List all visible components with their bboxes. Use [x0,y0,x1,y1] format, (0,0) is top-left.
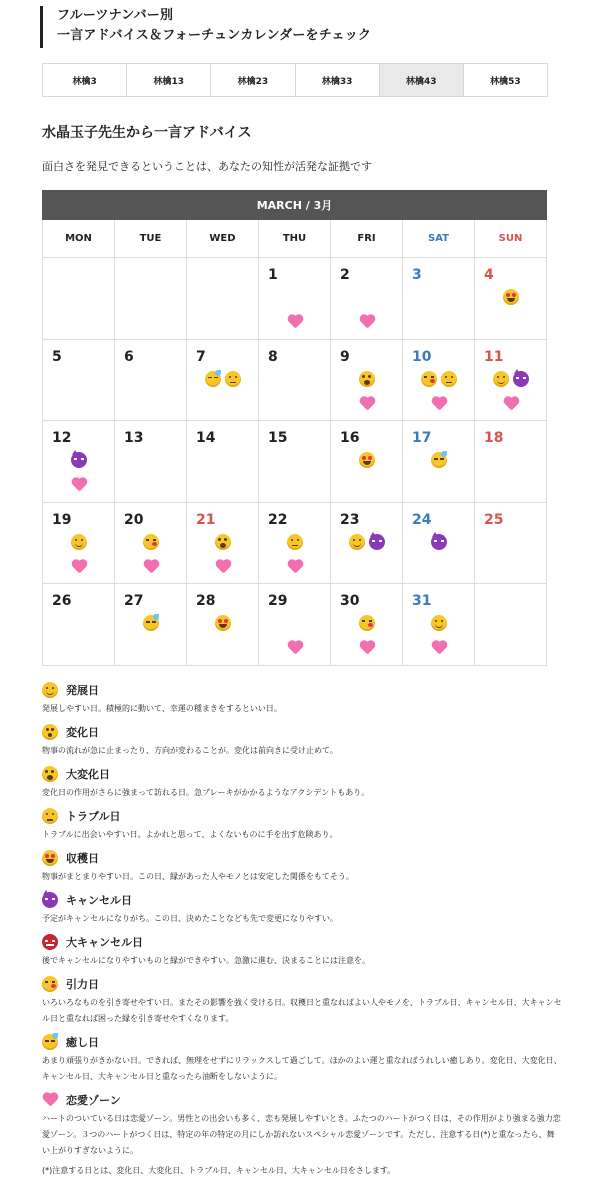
day-number: 12 [52,430,72,447]
weekday-mon: MON [43,220,115,258]
day-number: 26 [52,593,72,610]
heart-icon [359,315,375,329]
legend-item-title-row [42,848,562,868]
day-number: 30 [340,593,360,610]
weekday-thu: THU [259,220,331,258]
calendar-day-cell [115,584,187,666]
heart-icon [431,641,447,655]
calendar-day-cell [475,503,547,585]
heart-icon [287,560,303,574]
day-number: 20 [124,511,144,528]
legend-description: 変化日の作用がさらに強まって訪れる日。急ブレーキがかかるようなアクシデントもあり。 [42,788,370,797]
smile-icon [349,534,365,550]
trouble-icon [287,534,303,550]
day-number: 25 [484,511,504,528]
calendar-day-cell [115,503,187,585]
heart-icon [143,560,159,574]
legend-item [42,974,562,1027]
cancel-icon [513,371,529,387]
day-number: 22 [268,511,288,528]
day-number: 28 [196,593,216,610]
big-change-icon [215,534,231,550]
calendar-day-cell [331,584,403,666]
day-number: 18 [484,430,504,447]
legend-item [42,722,562,759]
heart-icon [503,397,519,411]
trouble-icon [441,371,457,387]
legend-title: 収穫日 [66,852,99,865]
smile-icon [71,534,87,550]
weekday-sat: SAT [403,220,475,258]
day-number: 23 [340,511,360,528]
tab-ringo-53[interactable]: 林檎53 [490,76,521,87]
cancel-icon [431,534,447,550]
big-cancel-icon [42,934,58,950]
calendar-day-cell [43,340,115,422]
legend-description: 発展しやすい日。積極的に動いて、幸運の種まきをするといい日。 [42,704,282,713]
weekday-tue: TUE [115,220,187,258]
calendar-day-cell [403,503,475,585]
legend-title: 癒し日 [66,1036,99,1049]
caution-note: (*)注意する日とは、変化日、大変化日、トラブル日、キャンセル日、大キャンセル日をさします。 [42,1166,396,1175]
trouble-icon [225,371,241,387]
calendar-day-cell [403,340,475,422]
heart-icon [359,641,375,655]
legend-description: ハートのついている日は恋愛ゾーン。男性との出会いも多く、恋も発展しやすいとき。ふたつのハートがつく日は、その作用がより強まる強力恋愛ゾーン。３つのハートがつく日は、特定の年の特定の月にしか訪れないスペシャル恋愛ゾーンです。ただし、注意する日(*)と重なったら、舞い上がりすぎないように。 [42,1114,561,1155]
calendar-day-cell [259,340,331,422]
legend-title: 発展日 [66,684,99,697]
calendar-day-cell [187,340,259,422]
day-number: 4 [484,267,494,283]
legend-item-title-row [42,932,562,952]
legend-title: 大変化日 [66,768,110,781]
calendar-day-cell [331,258,403,340]
change-icon [42,724,58,740]
day-number: 29 [268,593,288,610]
page-header [40,6,560,48]
day-number: 9 [340,348,350,365]
legend-description: 物事の流れが急に止まったり、方向が変わることが。変化は前向きに受け止めて。 [42,746,338,755]
heart-icon [431,397,447,411]
legend-description: 後でキャンセルになりやすいものと縁ができやすい。急激に進む、決まることには注意を。 [42,956,370,965]
weekday-fri: FRI [331,220,403,258]
smile-icon [493,371,509,387]
tab-ringo-3[interactable]: 林檎3 [43,64,127,96]
legend-item [42,1032,562,1085]
calendar-empty-cell [475,584,547,666]
legend-item-title-row [42,722,562,742]
legend-description: あまり頑張りがきかない日。できれば、無理をせずにリラックスして過ごして。ほかのよい運と重なればうれしい癒しあり。変化日、大変化日、キャンセル日、大キャンセル日と重なったら油断をしないように。 [42,1056,562,1081]
legend-title: 大キャンセル日 [66,936,143,949]
weekday-wed: WED [187,220,259,258]
heart-icon [287,641,303,655]
legend-title: 変化日 [66,726,99,739]
day-number: 11 [484,348,504,365]
legend-title: トラブル日 [66,810,121,823]
day-number: 16 [340,430,360,447]
legend-title: キャンセル日 [66,894,132,907]
day-number: 10 [412,348,432,365]
cancel-icon [42,892,58,908]
cancel-icon [369,534,385,550]
tab-ringo-23[interactable]: 林檎23 [211,64,295,96]
heal-icon [143,615,159,631]
legend-item [42,848,562,885]
heart-icon [215,560,231,574]
day-number: 8 [268,348,278,365]
heal-icon [42,1034,58,1050]
day-number: 19 [52,511,72,528]
attract-icon [143,534,159,550]
calendar-day-cell [403,584,475,666]
fruit-number-tabs [42,63,548,97]
heart-icon [359,397,375,411]
harvest-icon [215,615,231,631]
legend-item [42,806,562,843]
legend-item [42,890,562,927]
header-line-2: 一言アドバイス＆フォーチュンカレンダーをチェック [57,28,372,43]
legend-item-title-row [42,1090,562,1110]
day-number: 21 [196,511,216,528]
heart-icon [287,315,303,329]
calendar-day-cell [475,340,547,422]
day-number: 1 [268,267,278,283]
tab-ringo-43[interactable]: 林檎43 [380,64,464,96]
harvest-icon [503,289,519,305]
heart-icon [42,1093,58,1107]
legend-title: 引力日 [66,978,99,991]
smile-icon [42,682,58,698]
calendar-grid [42,220,547,666]
calendar-day-cell [331,340,403,422]
calendar-day-cell [187,503,259,585]
day-number: 6 [124,348,134,365]
tab-ringo-13[interactable]: 林檎13 [127,64,211,96]
legend-description: 物事がまとまりやすい日。この日、縁があった人やモノとは安定した関係をもてそう。 [42,872,354,881]
calendar-day-cell [259,503,331,585]
heal-icon [431,452,447,468]
legend-description: 予定がキャンセルになりがち。この日、決めたことなども先で変更になりやすい。 [42,914,338,923]
calendar-day-cell [259,421,331,503]
legend [42,680,562,1178]
attract-icon [359,615,375,631]
day-number: 24 [412,511,432,528]
day-number: 27 [124,593,144,610]
calendar-empty-cell [43,258,115,340]
day-number: 2 [340,267,350,283]
calendar-day-cell [187,584,259,666]
calendar-day-cell [259,258,331,340]
day-number: 5 [52,348,62,365]
advice-title: 水晶玉子先生から一言アドバイス [42,125,252,141]
legend-item-title-row [42,764,562,784]
heal-icon [205,371,221,387]
heart-icon [71,478,87,492]
legend-description: いろいろなものを引き寄せやすい日。またその影響を強く受ける日。収穫日と重なればよい人やモノを、トラブル日、キャンセル日、大キャンセル日と重なれば困った縁を引き寄せやすくなります。 [42,998,562,1023]
calendar-month-header: MARCH / 3月 [42,190,547,220]
calendar-day-cell [331,421,403,503]
calendar-empty-cell [187,258,259,340]
day-number: 13 [124,430,144,447]
calendar-day-cell [43,584,115,666]
calendar-day-cell [115,421,187,503]
attract-icon [42,976,58,992]
legend-title: 恋愛ゾーン [66,1094,121,1107]
legend-item-title-row [42,974,562,994]
calendar-empty-cell [115,258,187,340]
cancel-icon [71,452,87,468]
calendar-day-cell [43,503,115,585]
harvest-icon [42,850,58,866]
calendar-day-cell [403,258,475,340]
advice-text: 面白さを発見できるということは、あなたの知性が活発な証拠です [42,160,372,173]
legend-item [42,680,562,717]
legend-item [42,1090,562,1159]
day-number: 17 [412,430,432,447]
harvest-icon [359,452,375,468]
day-number: 14 [196,430,216,447]
day-number: 31 [412,593,432,610]
attract-icon [421,371,437,387]
calendar-day-cell [115,340,187,422]
calendar-day-cell [331,503,403,585]
heart-icon [71,560,87,574]
big-change-icon [42,766,58,782]
calendar-day-cell [403,421,475,503]
legend-item-title-row [42,806,562,826]
fortune-calendar [42,190,547,666]
tab-ringo-33[interactable]: 林檎33 [296,64,380,96]
legend-item-title-row [42,680,562,700]
legend-description: トラブルに出会いやすい日。よかれと思って、よくないものに手を出す危険あり。 [42,830,338,839]
calendar-day-cell [187,421,259,503]
weekday-sun: SUN [475,220,547,258]
day-number: 15 [268,430,288,447]
day-number: 3 [412,267,422,283]
legend-item-title-row [42,890,562,910]
day-number: 7 [196,348,206,365]
calendar-day-cell [475,421,547,503]
smile-icon [431,615,447,631]
legend-item [42,764,562,801]
calendar-day-cell [43,421,115,503]
header-line-1: フルーツナンバー別 [57,8,174,23]
calendar-day-cell [259,584,331,666]
legend-item-title-row [42,1032,562,1052]
trouble-icon [42,808,58,824]
big-change-icon [359,371,375,387]
legend-item [42,932,562,969]
calendar-day-cell [475,258,547,340]
